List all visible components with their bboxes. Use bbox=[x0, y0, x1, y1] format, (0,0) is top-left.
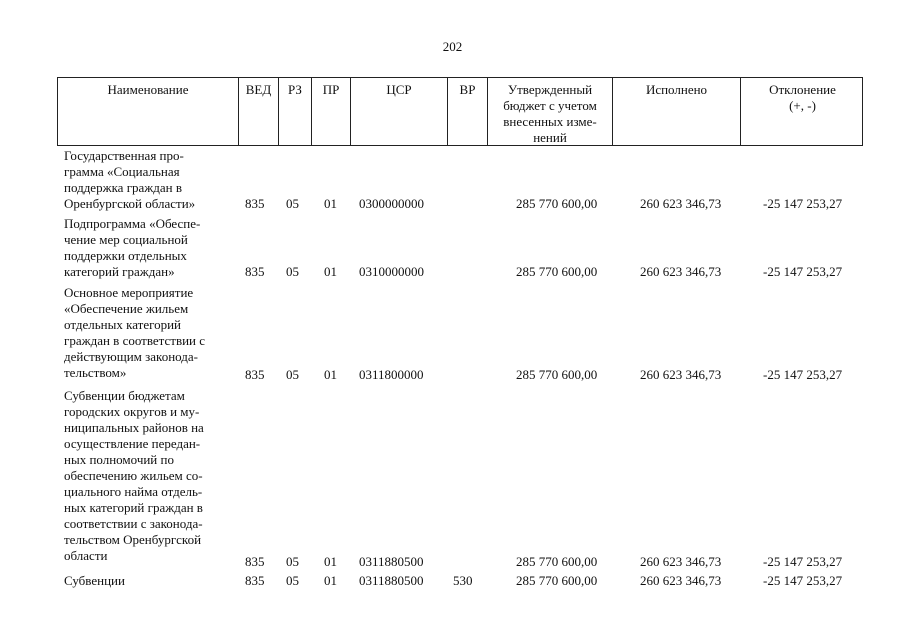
row-csr: 0311880500 bbox=[359, 554, 424, 569]
row-name: Подпрограмма «Обеспе- чение мер социальной поддержки отдельных категорий граждан» bbox=[64, 216, 201, 279]
table-row bbox=[0, 148, 905, 212]
row-name: Субвенции бюджетам городских округов и му- ниципальных районов на осуществление передан- ных полномочий по обеспечению жильем со- циального найма отдель- ных категорий граждан в соответствии с законода- тельством Оренбургской области bbox=[64, 388, 204, 563]
header-csr: ЦСР bbox=[351, 78, 448, 145]
header-executed: Исполнено bbox=[613, 78, 741, 145]
header-ved: ВЕД bbox=[239, 78, 279, 145]
row-executed: 260 623 346,73 bbox=[640, 264, 722, 279]
row-name: Субвенции bbox=[64, 573, 125, 588]
row-budget: 285 770 600,00 bbox=[516, 196, 598, 211]
header-rz: РЗ bbox=[279, 78, 312, 145]
row-deviation: -25 147 253,27 bbox=[763, 573, 843, 588]
row-ved: 835 bbox=[245, 573, 265, 588]
row-csr: 0300000000 bbox=[359, 196, 424, 211]
table-row bbox=[0, 216, 905, 280]
page-number: 202 bbox=[442, 39, 463, 54]
row-executed: 260 623 346,73 bbox=[640, 196, 722, 211]
row-vr: 530 bbox=[453, 573, 473, 588]
row-rz: 05 bbox=[286, 196, 299, 211]
row-rz: 05 bbox=[286, 264, 299, 279]
row-executed: 260 623 346,73 bbox=[640, 554, 722, 569]
row-budget: 285 770 600,00 bbox=[516, 367, 598, 382]
header-pr: ПР bbox=[312, 78, 351, 145]
header-budget: Утвержденный бюджет с учетом внесенных изме- нений bbox=[488, 78, 613, 145]
row-csr: 0311800000 bbox=[359, 367, 424, 382]
row-pr: 01 bbox=[324, 264, 337, 279]
row-deviation: -25 147 253,27 bbox=[763, 554, 843, 569]
row-ved: 835 bbox=[245, 196, 265, 211]
row-executed: 260 623 346,73 bbox=[640, 367, 722, 382]
row-rz: 05 bbox=[286, 367, 299, 382]
row-pr: 01 bbox=[324, 573, 337, 588]
header-name: Наименование bbox=[58, 78, 239, 145]
header-vr: ВР bbox=[448, 78, 488, 145]
row-budget: 285 770 600,00 bbox=[516, 264, 598, 279]
row-name: Государственная про- грамма «Социальная поддержка граждан в Оренбургской области» bbox=[64, 148, 196, 211]
row-budget: 285 770 600,00 bbox=[516, 554, 598, 569]
row-ved: 835 bbox=[245, 264, 265, 279]
row-rz: 05 bbox=[286, 573, 299, 588]
header-deviation: Отклонение (+, -) bbox=[769, 82, 836, 113]
table-row bbox=[0, 573, 905, 589]
table-row bbox=[0, 285, 905, 383]
row-ved: 835 bbox=[245, 367, 265, 382]
row-deviation: -25 147 253,27 bbox=[763, 196, 843, 211]
row-csr: 0310000000 bbox=[359, 264, 424, 279]
row-executed: 260 623 346,73 bbox=[640, 573, 722, 588]
row-pr: 01 bbox=[324, 367, 337, 382]
row-rz: 05 bbox=[286, 554, 299, 569]
row-budget: 285 770 600,00 bbox=[516, 573, 598, 588]
row-name: Основное мероприятие «Обеспечение жильем отдельных категорий граждан в соответствии с действующим законода- тельством» bbox=[64, 285, 206, 380]
row-deviation: -25 147 253,27 bbox=[763, 367, 843, 382]
table-row bbox=[0, 388, 905, 570]
row-pr: 01 bbox=[324, 554, 337, 569]
row-deviation: -25 147 253,27 bbox=[763, 264, 843, 279]
row-pr: 01 bbox=[324, 196, 337, 211]
row-ved: 835 bbox=[245, 554, 265, 569]
row-csr: 0311880500 bbox=[359, 573, 424, 588]
